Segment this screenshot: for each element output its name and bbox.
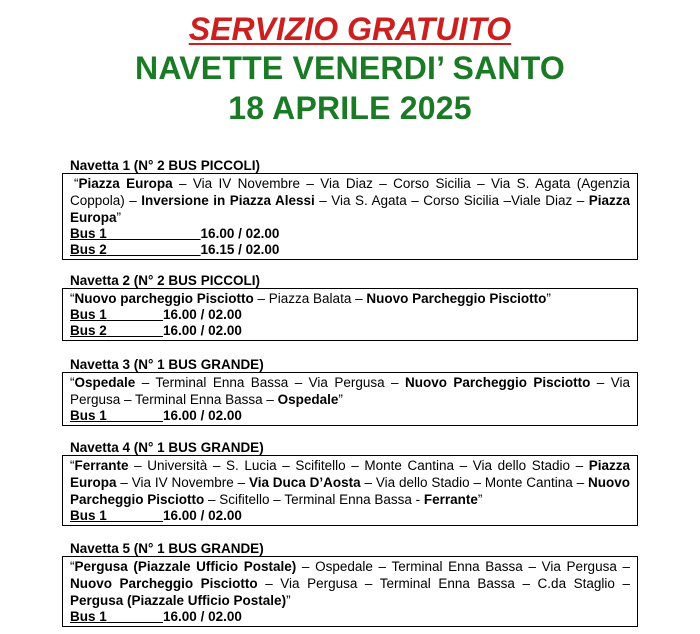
shuttle-1-box <box>62 173 638 260</box>
shuttle-1-bus-2 <box>70 242 630 258</box>
bus-label: Bus 1 <box>70 408 107 423</box>
shuttle-3-box <box>62 372 638 426</box>
shuttle-1-title: Navetta 1 (N° 2 BUS PICCOLI) <box>70 158 260 173</box>
bus-time: 16.00 / 02.00 <box>163 323 242 338</box>
bus-label: Bus 2 <box>70 242 107 257</box>
route-stop-bold: Nuovo Parcheggio Pisciotto <box>366 291 547 306</box>
route-text: “ <box>70 375 75 390</box>
route-text: – Terminal Enna Bassa – Via Pergusa – <box>135 375 405 390</box>
bus-label: Bus 1 <box>70 609 107 624</box>
bus-time: 16.00 / 02.00 <box>200 226 280 241</box>
shuttle-4-section <box>62 440 638 526</box>
bus-label: Bus 1 <box>70 508 107 523</box>
shuttle-4-route <box>70 457 630 508</box>
shuttle-3-route <box>70 374 630 408</box>
route-text: ” <box>546 291 551 306</box>
shuttle-2-bus-1 <box>70 307 630 323</box>
shuttle-2-title: Navetta 2 (N° 2 BUS PICCOLI) <box>70 273 260 288</box>
shuttle-2-bus-2 <box>70 323 630 339</box>
shuttle-4-title: Navetta 4 (N° 1 BUS GRANDE) <box>70 440 264 455</box>
shuttle-2-box <box>62 288 638 341</box>
shuttle-5-route <box>70 558 630 609</box>
route-stop-bold: Ospedale <box>74 375 136 390</box>
bus-time: 16.00 / 02.00 <box>163 609 242 624</box>
route-text: – Ospedale – Terminal Enna Bassa – Via Pergusa – <box>296 559 630 574</box>
route-text: – Via Pergusa – Terminal Enna Bassa – C.da Staglio – <box>257 576 630 591</box>
route-text: – Scifitello – Terminal Enna Bassa - <box>204 492 424 507</box>
bus-label: Bus 1 <box>70 226 107 241</box>
route-text: ” <box>477 492 483 507</box>
route-stop-bold: Ferrante <box>423 492 478 507</box>
bus-label: Bus 2 <box>70 323 107 338</box>
route-text: – Piazza Balata – <box>253 291 367 306</box>
route-text: ” <box>286 593 291 608</box>
bus-label: Bus 1 <box>70 307 107 322</box>
route-text: – Università – S. Lucia – Scifitello – Monte Cantina – Via dello Stadio – <box>128 458 589 473</box>
route-text: “ <box>70 559 75 574</box>
shuttle-3-title: Navetta 3 (N° 1 BUS GRANDE) <box>70 357 264 372</box>
route-stop-bold: Piazza Europa <box>78 176 173 191</box>
route-stop-bold: Ferrante <box>74 458 129 473</box>
route-text: ” <box>338 392 343 407</box>
route-text: – Via dello Stadio – Monte Cantina – <box>360 475 588 490</box>
shuttle-4-bus-1 <box>70 508 630 524</box>
route-stop-bold: Pergusa (Piazzale Ufficio Postale) <box>74 559 297 574</box>
route-text: – Via IV Novembre – Via Diaz – Corso Sicilia – Via S. Agata (Agenzia Coppola) – <box>70 176 630 208</box>
route-text: – Via Pergusa – Terminal Enna Bassa – <box>70 375 630 407</box>
route-stop-bold: Nuovo Parcheggio Pisciotto <box>70 576 258 591</box>
shuttle-5-bus-1 <box>70 609 630 625</box>
route-stop-bold: Nuovo Parcheggio Pisciotto <box>405 375 591 390</box>
route-stop-bold: Nuovo parcheggio Pisciotto <box>74 291 254 306</box>
route-stop-bold: Nuovo Parcheggio Pisciotto <box>70 475 630 507</box>
route-text: – Via S. Agata – Corso Sicilia –Viale Diaz – <box>314 193 589 208</box>
heading-date: 18 APRILE 2025 <box>228 90 472 126</box>
route-text: “ <box>70 458 75 473</box>
shuttle-1-section <box>62 158 638 260</box>
route-text: “ <box>70 291 75 306</box>
route-text: ” <box>116 210 122 225</box>
shuttle-5-box <box>62 556 638 627</box>
bus-time: 16.00 / 02.00 <box>163 307 242 322</box>
route-stop-bold: Piazza Europa <box>70 193 630 225</box>
shuttle-2-route <box>70 290 630 307</box>
route-stop-bold: Piazza Europa <box>70 458 630 490</box>
heading-free-service: SERVIZIO GRATUITO <box>188 11 512 47</box>
shuttle-5-title: Navetta 5 (N° 1 BUS GRANDE) <box>70 541 264 556</box>
bus-time: 16.00 / 02.00 <box>163 408 242 423</box>
shuttle-1-bus-1 <box>70 226 630 242</box>
shuttle-3-bus-1 <box>70 408 630 424</box>
shuttle-1-route <box>70 175 630 226</box>
route-stop-bold: Pergusa (Piazzale Ufficio Postale) <box>70 593 287 608</box>
shuttle-3-section <box>62 357 638 426</box>
bus-time: 16.00 / 02.00 <box>163 508 242 523</box>
route-text: “ <box>74 176 79 191</box>
bus-time: 16.15 / 02.00 <box>200 242 280 257</box>
shuttle-2-section <box>62 273 638 341</box>
shuttle-5-section <box>62 541 638 627</box>
heading-shuttles: NAVETTE VENERDI’ SANTO <box>135 50 565 86</box>
shuttle-4-box <box>62 455 638 526</box>
route-text: – Via IV Novembre – <box>116 475 249 490</box>
route-stop-bold: Ospedale <box>277 392 339 407</box>
route-stop-bold: Inversione in Piazza Alessi <box>141 193 315 208</box>
route-stop-bold: Via Duca D’Aosta <box>248 475 361 490</box>
